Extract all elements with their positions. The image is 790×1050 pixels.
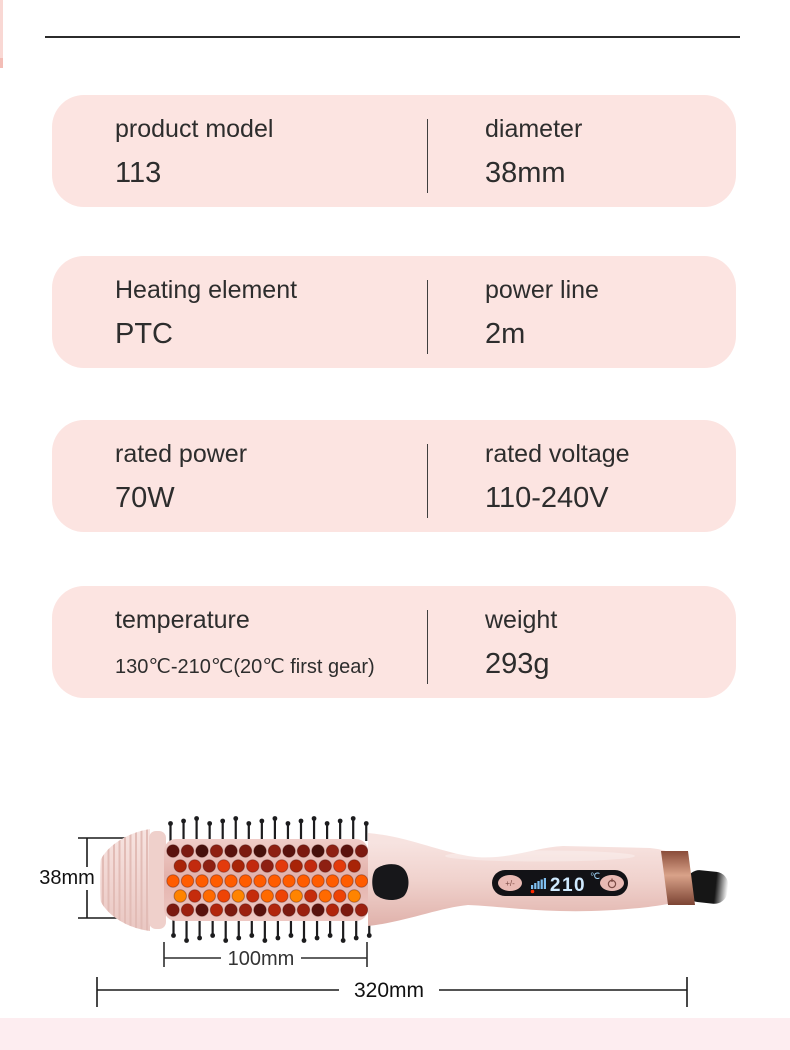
spec-value: 113 (115, 156, 162, 189)
display-temperature-value: 210 (549, 875, 587, 896)
handle-highlight (445, 851, 635, 862)
card-divider (427, 119, 428, 193)
spec-value: 38mm (485, 156, 566, 189)
clip-button (372, 864, 408, 900)
card-divider (427, 444, 428, 518)
bottom-accent-band (0, 1018, 790, 1050)
spec-value: PTC (115, 317, 173, 350)
card-divider (427, 280, 428, 354)
spec-value: 2m (485, 317, 526, 350)
plus-minus-icon: +/- (505, 879, 515, 888)
spec-label: diameter (485, 115, 583, 143)
spec-value: 70W (115, 481, 175, 514)
brush-length-dimension-label: 100mm (227, 948, 295, 970)
card-divider (427, 610, 428, 684)
spec-value: 130℃-210℃(20℃ first gear) (115, 655, 375, 678)
spec-card-temperature-weight (52, 586, 736, 698)
accent-strip (0, 0, 3, 58)
total-length-dimension-label: 320mm (353, 979, 425, 1002)
spec-value: 110-240V (485, 481, 609, 514)
spec-card-power-voltage (52, 420, 736, 532)
spec-label: rated power (115, 440, 248, 468)
spec-card-heating-powerline (52, 256, 736, 368)
power-button (600, 875, 624, 891)
brush-left-collar (149, 831, 166, 929)
spec-label: rated voltage (485, 440, 630, 468)
spec-label: product model (115, 115, 274, 143)
spec-label: Heating element (115, 276, 298, 304)
spec-label: temperature (115, 606, 250, 634)
accent-strip-tip (0, 58, 3, 68)
spec-label: weight (485, 606, 558, 634)
product-photo-heat-brush (0, 800, 790, 1015)
spec-label: power line (485, 276, 599, 304)
display-temperature-unit: ℃ (590, 871, 601, 881)
spec-value: 293g (485, 647, 550, 680)
dimension-brush-length (164, 942, 367, 970)
heat-indicator-dot (531, 890, 535, 894)
dimension-total-length (97, 977, 687, 1007)
led-display (492, 870, 628, 896)
header-rule (45, 36, 740, 38)
spec-card-model-diameter (52, 95, 736, 207)
diameter-dimension-label: 38mm (39, 867, 95, 889)
